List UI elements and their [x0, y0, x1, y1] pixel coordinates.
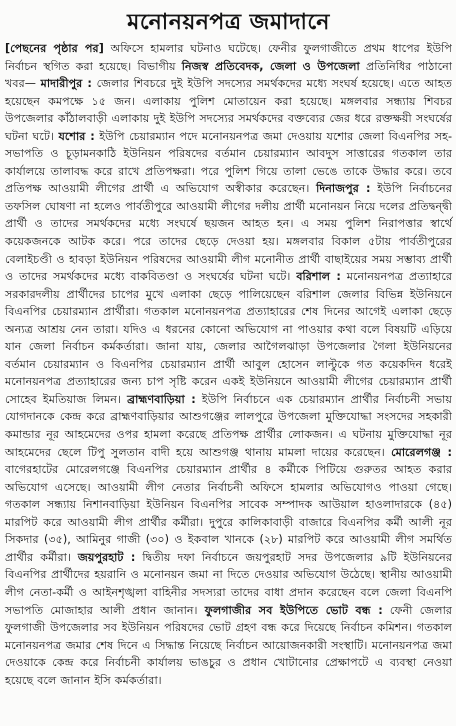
headline: মনোনয়নপত্র জমাদানে [127, 9, 330, 35]
place-heading: জয়পুরহাট : [77, 550, 136, 564]
article-text: প্রতিনিধির পাঠানো খবর— [5, 59, 453, 91]
place-heading: মোরেলগঞ্জ : [391, 445, 452, 459]
article-text: ফেনী জেলার ফুলগাজী উপজেলার সব ইউনিয়ন পরিষদের ভোট গ্রহণ বন্ধ করে দিয়েছে নির্বাচন কমিশন। গতকাল মনোনয়নপত্র জমার শেষ দিনে এ সিদ্ধান্ত নিয়েছে নির্বাচন আয়োজনকারী সংস্থাটি। মনোনয়নপত্র জমা দেওয়াকে কেন্দ্র করে নির্বাচনী কার্যালয় ভাঙচুর ও প্রধান খোটানোর প্রেক্ষাপটে এ ব্যবস্থা নেওয়া হয়েছে বলে জানান ইসি কর্মকর্তারা। [5, 603, 453, 687]
article-text: ইউপি চেয়ারম্যান পদে মনোনয়নপত্র জমা দেওয়ায় যশোর জেলা বিএনপির সহ-সভাপতি ও চূড়ামনকাঠি ইউনিয়ন পরিষদের বর্তমান চেয়ারম্যান আবদুস সাত্তারের গতকাল তার কার্যালয়ে তালাবদ্ধ করে রাখে প্রতিপক্ষরা। পরে পুলিশ গিয়ে তালা ভেঙে তাকে উদ্ধার করে। তবে প্রতিপক্ষ আওয়ামী লীগের প্রার্থী এ অভিযোগ অস্বীকার করেছেন। [5, 129, 452, 196]
article-text: জেলার শিবচরে দুই ইউপি সদস্যের সমর্থকদের মধ্যে সংঘর্ষ হয়েছে। এতে আহত হয়েছেন কমপক্ষে ১৫ জন। এলাকায় পুলিশ মোতায়েন করা হয়েছে। মঙ্গলবার সন্ধ্যায় শিবচর উপজেলার কাঁঠালবাড়ী এলাকায় দুই ইউপি সদস্যের সমর্থকদের বক্তব্যের জের ধরে রক্তক্ষয়ী সংঘর্ষের ঘটনা ঘটে। [5, 77, 452, 143]
place-heading: ব্রাহ্মণবাড়িয়া : [127, 392, 196, 406]
article-text: ইউপি নির্বাচনের তফসিল ঘোষণা না হলেও পার্বতীপুরে আওয়ামী লীগের দলীয় প্রার্থী মনোনয়ন নিয়ে দলের প্রতিদ্বন্দ্বী প্রার্থী ও তাদের সমর্থকদের মধ্যে সংঘর্ষে ছয়জন আহত হন। এ সময় পুলিশ নিরাপত্তার স্বার্থে কয়েকজনকে আটক করে। পরে তাদের ছেড়ে দেওয়া হয়। মঙ্গলবার বিকাল ৫টায় পার্বতীপুরের বেলাইচণ্ডী ও হাবড়া ইউনিয়ন পরিষদের আওয়ামী লীগ মনোনীত প্রার্থী বাছাইয়ের সময় সম্ভাব্য প্রার্থী ও তাদের সমর্থকদের মধ্যে বাকবিতণ্ডা ও সংঘর্ষের ঘটনা ঘটে। [5, 182, 452, 284]
place-heading: যশোর : [58, 129, 95, 143]
place-heading: ফুলগাজীর সব ইউপিতে ভোট বন্ধ : [204, 603, 383, 617]
place-heading: বরিশাল : [296, 270, 341, 284]
article-text: বাগেরহাটের মোরেলগঞ্জে বিএনপির চেয়ারম্যান প্রার্থীর ৪ কর্মীকে পিটিয়ে গুরুতর আহত করার অভিযোগ এসেছে। আওয়ামী লীগ নেতার নির্বাচনী অফিসে হামলার অভিযোগও পাওয়া গেছে। গতকাল সন্ধ্যায় নিশানবাড়িয়া ইউনিয়ন বিএনপির সাবেক সম্পাদক আউয়াল হাওলাদারকে (৪৫) মারপিট করে আওয়ামী লীগ প্রার্থীর কর্মীরা। দুপুরে কালিকাবাড়ী বাজারে বিএনপির কর্মী আলী নূর সিকদার (৩৫), আমিনুর গাজী (৩০) ও ইকবাল খানকে (২৮) মারপিট করে আওয়ামী লীগ সমর্থিত প্রার্থীর কর্মীরা। [5, 463, 452, 564]
article-text: অফিসে হামলার ঘটনাও ঘটেছে। ফেনীর ফুলগাজীতে প্রথম ধাপের ইউপি নির্বাচন স্থগিত করা হয়েছে। বিভাগীয় [5, 42, 452, 73]
place-heading: দিনাজপুর : [316, 182, 371, 196]
article-text: মনোনয়নপত্র প্রত্যাহারে সরকারদলীয় প্রার্থীদের চাপের মুখে এলাকা ছেড়ে পালিয়েছেন বরিশাল জেলার বিভিন্ন ইউনিয়নে বিএনপির চেয়ারম্যান প্রার্থীরা। গতকাল মনোনয়নপত্র প্রত্যাহারের শেষ দিনের আগেই এলাকা ছেড়ে অন্যত্র আশ্রয় নেন তারা। যদিও এ ধরনের কোনো অভিযোগ না পাওয়ার কথা বলে বিষয়টি এড়িয়ে যান জেলা নির্বাচন কর্মকর্তারা। জানা যায়, জেলার আগৈলঝাড়া উপজেলার গৈলা ইউনিয়নের বর্তমান চেয়ারম্যান ও বিএনপির চেয়ারম্যান প্রার্থী আবুল হোসেন লাল্টুকে গত কয়েকদিন ধরেই মনোনয়নপত্র প্রত্যাহারের জন্য চাপ সৃষ্টি করেন একই ইউনিয়নে আওয়ামী লীগের চেয়ারম্যান প্রার্থী সোহেব ইমতিয়াজ লিমন। [5, 270, 453, 406]
article-body [5, 40, 452, 689]
article-text: দ্বিতীয় দফা নির্বাচনে জয়পুরহাট সদর উপজেলার ৯টি ইউনিয়নের বিএনপির প্রার্থীদের হয়রানি ও মনোনয়ন জমা না দিতে দেওয়ার অভিযোগ উঠেছে। স্থানীয় আওয়ামী লীগ নেতা-কর্মী ও আইনশৃঙ্খলা বাহিনীর সদস্যরা তাদের বাধা প্রদান করেছেন বলে জেলা বিএনপি সভাপতি মোজাহার আলী প্রধান জানান। [5, 550, 452, 617]
byline: নিজস্ব প্রতিবেদক, জেলা ও উপজেলা [181, 59, 360, 73]
article-text: ইউপি নির্বাচনে এক চেয়ারম্যান প্রার্থীর নির্বাচনী সভায় যোগদানকে কেন্দ্র করে ব্রাহ্মণবাড়িয়ার আশুগঞ্জের লালপুরে উপজেলা মুক্তিযোদ্ধা সংসদের সহকারী কমান্ডার নূর আহমেদের ওপর হামলা করেছে প্রতিপক্ষ প্রার্থীর লোকজন। এ ঘটনায় মুক্তিযোদ্ধা নূর আহমেদের ছেলে টিপু সুলতান বাদী হয়ে আশুগঞ্জ থানায় মামলা দায়ের করেছেন। [5, 392, 453, 459]
continuation-tag: [পেছনের পৃষ্ঠার পর] [5, 42, 104, 55]
place-heading: মাদারীপুর : [40, 77, 92, 91]
